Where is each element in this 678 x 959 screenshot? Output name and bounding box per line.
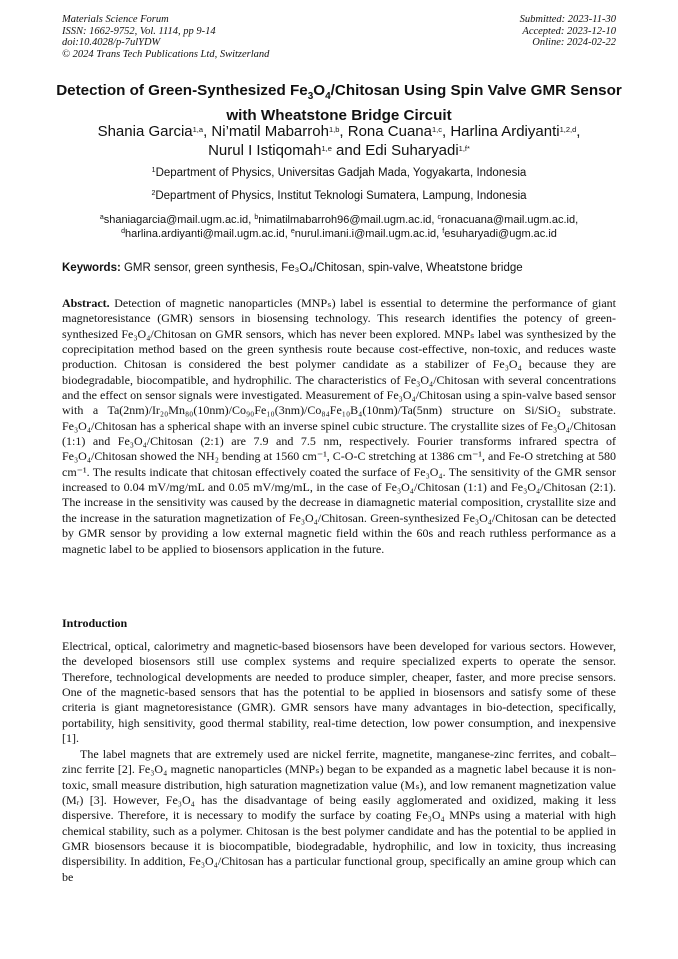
author: Nurul I Istiqomah$^{1,e}$ and: [208, 141, 366, 159]
paper-title: [40, 82, 638, 125]
abstract-label: Abstract.: [62, 296, 110, 310]
email-link[interactable]: $^f$esuharyadi@ugm.ac.id: [442, 228, 557, 240]
accepted-date: Accepted: 2023-12-10: [522, 25, 616, 37]
issn-line: ISSN: 1662-9752, Vol. 1114, pp 9-14: [62, 25, 216, 37]
journal-name: Materials Science Forum: [62, 14, 169, 25]
doi-line[interactable]: doi:10.4028/p-7ulYDW: [62, 37, 161, 49]
keywords-text: GMR sensor, green synthesis, Fe₃O₄/Chitosan, spin-valve, Wheatstone bridge: [120, 262, 523, 274]
email-link[interactable]: $^d$harlina.ardiyanti@mail.ugm.ac.id: [121, 228, 285, 240]
title-pre: Detection of Green-Synthesized Fe: [56, 82, 308, 99]
title-mid: O: [313, 82, 326, 99]
keywords-label: Keywords:: [62, 262, 121, 274]
intro-paragraph-2: The label magnets that are extremely used are nickel ferrite, magnetite, manganese-zinc ferrites, and cobalt–zinc ferrite [2]. Fe₃O₄ magnetic nanoparticles (MNPₛ) began to be expanded as a magnetic label because it is non-toxic, small measure distribution, high saturation magnetization value (Mₛ), and low remanent magnetization value (Mᵣ) [3]. However, Fe₃O₄ has the disadvantage of being easily agglomerated and oxidized, making it less dispersive. Therefore, it is necessary to modify the surface by coating Fe₃O₄ MNPs using a material with high chemical stability, such as a polymer. Chitosan is the best polymer candidate and has the potential to be applied in GMR biosensors because it is biocompatible, biodegradable, hydrophilic, and low in toxicity, thus increasing dispersibility. In addition, Fe₃O₄/Chitosan has a particular functional group, specifically an amine group which can be: [62, 747, 616, 884]
copyright-line: © 2024 Trans Tech Publications Ltd, Switzerland: [62, 48, 270, 60]
author: Harlina Ardiyanti$^{1,2,d}$,: [450, 123, 581, 140]
email-link[interactable]: $^a$shaniagarcia@mail.ugm.ac.id: [99, 214, 249, 226]
intro-paragraph-1: Electrical, optical, calorimetry and magnetic-based biosensors have been developed for various sectors. However, the developed biosensors still use complex systems and require specialized experts to operate the sensor. Therefore, technological developments are needed to produce simpler, cheaper, faster, and more precise sensors. One of the magnetic-based sensors that has the potential to be applied in biosensors and satisfy some of these criteria is giant magnetoresistance (GMR). GMR sensors have many advantages in bio-detection, specifically, portability, high sensitivity, good thermal stability, real-time detection, low power consumption, and inexpensive [1].: [62, 639, 616, 746]
title-sub-3: 3: [307, 91, 314, 103]
author: Rona Cuana$^{1,c}$,: [347, 123, 451, 140]
author-list: [40, 123, 638, 160]
author: Shania Garcia$^{1,a}$,: [97, 123, 212, 140]
title-post: /Chitosan Using Spin Valve GMR Sensor with Wheatstone Bridge Circuit: [226, 82, 622, 124]
journal-header: [62, 14, 269, 60]
author: Edi Suharyadi$^{1,f*}$: [365, 141, 470, 159]
author: Ni’matil Mabarroh$^{1,b}$,: [211, 123, 348, 140]
email-link[interactable]: $^c$ronacuana@mail.ugm.ac.id: [437, 214, 576, 226]
author-emails: $^a$shaniagarcia@mail.ugm.ac.id, $^b$nimatilmabarroh96@mail.ugm.ac.id, $^c$ronacuana@mail.ugm.ac.id, $^d$harlina.ardiyanti@mail.ugm.ac.id, $^e$nurul.imani.i@mail.ugm.ac.id, $^f$esuharyadi@ugm.ac.id: [99, 214, 579, 240]
email-link[interactable]: $^e$nurul.imani.i@mail.ugm.ac.id: [290, 228, 437, 240]
keywords: [62, 261, 616, 275]
abstract: [62, 296, 616, 557]
submitted-date: Submitted: 2023-11-30: [519, 14, 616, 25]
section-heading-introduction: Introduction: [62, 616, 128, 630]
dates-header: [520, 14, 616, 49]
affiliation-2: $^2$Department of Physics, Institut Teknologi Sumatera, Lampung, Indonesia: [151, 190, 527, 202]
title-sub-4: 4: [325, 91, 331, 103]
abstract-text: Detection of magnetic nanoparticles (MNPₛ) label is essential to determine the performance of giant magnetoresistance (GMR) sensors in biosensing technology. This research identifies the potency of green-synthesized Fe₃O₄/Chitosan on GMR sensors, which has never been explored. MNPₛ label was synthesized by the coprecipitation method based on the green synthesis route because cost-effective, non-toxic, and reduces waste production. Chitosan is considered the best polymer candidate as a stabilizer of Fe₃O₄ because they are biodegradable, biocompatible, and hydrophilic. The characteristics of Fe₃O₄/Chitosan with several concentrations and the effect on sensor signals were investigated. Measurement of Fe₃O₄/Chitosan using a spin-valve based sensor with a Ta(2nm)/Ir₂₀Mn₈₀(10nm)/Co₉₀Fe₁₀(3nm)/Co₈₄Fe₁₀B₄(10nm)/Ta(5nm) structure on Si/SiO₂ substrate. Fe₃O₄/Chitosan has a spherical shape with an inverse spinel cubic structure. The crystallite sizes of Fe₃O₄/Chitosan (1:1) and Fe₃O₄/Chitosan (2:1) are 7.9 and 7.5 nm, respectively. Fourier transforms infrared spectra of Fe₃O₄/Chitosan showed the NH₂ bending at 1560 cm⁻¹, C-O-C stretching at 1386 cm⁻¹, and Fe-O stretching at 580 cm⁻¹. The results indicate that chitosan effectively coated the surface of Fe₃O₄. The sensitivity of the GMR sensor increased to 0.04 mV/mg/mL and 0.05 mV/mg/mL, in the case of Fe₃O₄/Chitosan (1:1) and Fe₃O₄/Chitosan (2:1). The increase in the sensitivity was caused by the decrease in diamagnetic material composition, crystallite size and the increase in the saturation magnetization of Fe₃O₄/Chitosan. Green-synthesized Fe₃O₄/Chitosan can be detected by GMR sensor by providing a low external magnetic field within the 60s and reach ruthless performance as a magnetic label to be applied to biosensors application in the future.: [62, 296, 617, 556]
email-link[interactable]: $^b$nimatilmabarroh96@mail.ugm.ac.id: [254, 214, 432, 226]
affiliation-1: $^1$Department of Physics, Universitas Gadjah Mada, Yogyakarta, Indonesia: [151, 167, 527, 179]
online-date: Online: 2024-02-22: [532, 37, 616, 49]
